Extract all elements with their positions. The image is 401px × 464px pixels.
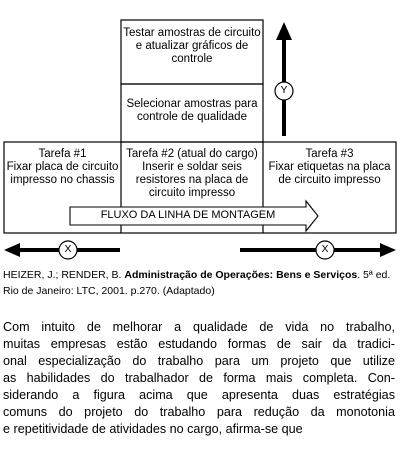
citation [3, 267, 395, 299]
task2-title: Tarefa #2 (atual do cargo) [126, 148, 258, 160]
paragraph-line: siderando a figura acima que apresenta duas estratégias [3, 388, 395, 402]
right-arrow-head [380, 243, 396, 257]
paragraph-line: muitas empresas estão estudando formas de sair da tradici- [3, 337, 395, 351]
box-middle-text: Selecionar amostras para controle de qualidade [126, 98, 258, 123]
paragraph-line: e repetitividade de atividades no cargo, afirma-se que [3, 422, 303, 436]
vertical-arrow-head [276, 22, 292, 40]
horizontal-axis-label-left: X [64, 243, 72, 255]
paragraph-line: onal especialização do trabalho para um projeto que utilize [3, 354, 395, 368]
citation-rest: . 5ª ed. Rio de Janeiro: LTC, 2001. p.270. (Adaptado) [3, 269, 391, 297]
question-paragraph [3, 319, 395, 438]
task3-text: Fixar etiquetas na placa de circuito impresso [268, 161, 391, 186]
citation-authors: HEIZER, J.; RENDER, B. [3, 269, 122, 281]
flow-label: FLUXO DA LINHA DE MONTAGEM [100, 209, 276, 221]
task1-text: Fixar placa de circuito impresso no chassis [6, 161, 119, 186]
task3-title: Tarefa #3 [305, 148, 354, 160]
left-arrow-head [4, 243, 20, 257]
citation-title: Administração de Operações: Bens e Serviços [124, 269, 358, 281]
paragraph-line: as habilidades do trabalhador de forma mais completa. Con- [3, 371, 395, 385]
task2-text: Inserir e soldar seis resistores na placa de circuito impresso [135, 161, 249, 199]
task1-title: Tarefa #1 [38, 148, 87, 160]
vertical-axis-label: Y [280, 84, 288, 96]
paragraph-line: Com intuito de melhorar a qualidade de vida no trabalho, [3, 320, 395, 334]
paragraph-line: comuns do projeto do trabalho para redução da monotonia [3, 405, 395, 419]
box-top-text: Testar amostras de circuito e atualizar gráficos de controle [123, 27, 261, 65]
horizontal-axis-label-right: X [321, 243, 329, 255]
